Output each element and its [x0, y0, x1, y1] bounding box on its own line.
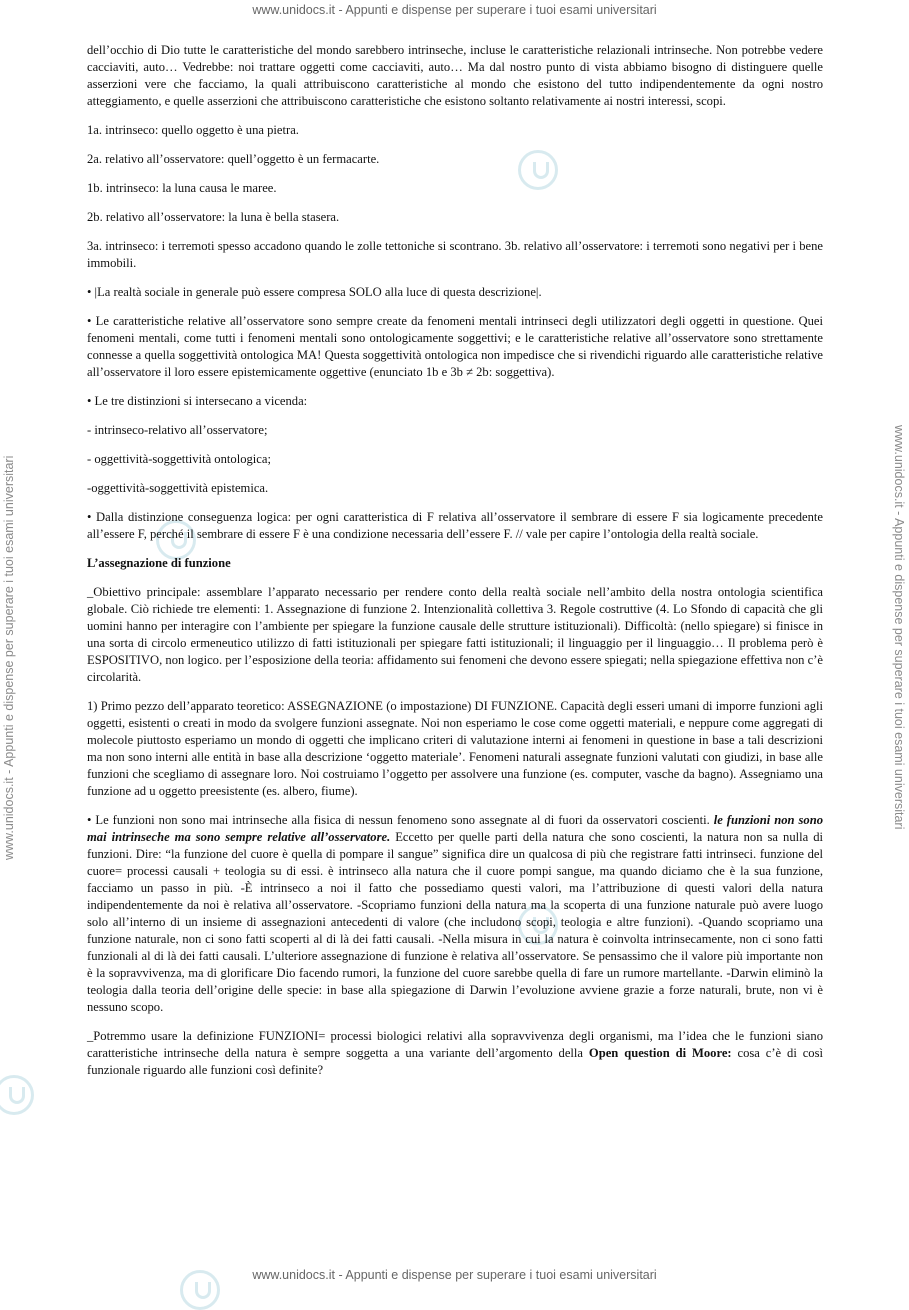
header-banner-text: www.unidocs.it - Appunti e dispense per superare i tuoi esami universitari: [252, 3, 657, 17]
paragraph: -oggettività-soggettività epistemica.: [87, 481, 269, 495]
unidocs-watermark-icon: [0, 1075, 34, 1115]
left-side-watermark: www.unidocs.it - Appunti e dispense per superare i tuoi esami universitari: [2, 455, 16, 860]
right-side-watermark: www.unidocs.it - Appunti e dispense per superare i tuoi esami universitari: [892, 425, 906, 830]
paragraph-functions: [87, 812, 823, 1016]
section-heading: L’assegnazione di funzione: [87, 556, 231, 570]
paragraph: 1) Primo pezzo dell’apparato teoretico: ASSEGNAZIONE (o impostazione) DI FUNZIONE. Capacità degli esseri umani di imporre funzioni agli oggetti, esistenti o creati in modo da svolgere funzioni assegnate. Noi non esperiamo le cose come oggetti materiali, e neppure come aggregati di molecole piuttosto esperiamo un mondo di oggetti che implicano criteri di valutazione interni ai fenomeni in questione in base a tali descrizioni ma non sono interni alle entità in base alla descrizione ‘oggetto materiale’. Fenomeni naturali assegnate funzioni valutati con giudizi, in base alle funzioni che scegliamo di assegnare loro. Noi costruiamo l’oggetto per assolvere una funzione (es. computer, vasche da bagno). Assegniamo una funzione ad u oggetto preesistente (es. albero, fiume).: [87, 699, 823, 798]
footer-banner-text: www.unidocs.it - Appunti e dispense per superare i tuoi esami universitari: [252, 1268, 657, 1282]
paragraph-rest: Eccetto per quelle parti della natura che sono coscienti, la natura non sa nulla di funzioni. Dire: “la funzione del cuore è quella di pompare il sangue” significa dire un qualcosa di più che registrare fatti intrinseci. funzione del cuore= processi causali + teologia su di essi. è intrinseco alla natura che il cuore pompi sangue, ma quando diciamo che è la sua funzione, facciamo un passo in più. -È intrinseco a noi il fatto che possediamo questi valori, ma l’attribuzione di questi valori della natura indipendentemente da noi è relativa all’osservatore. -Scopriamo funzioni della natura ma la scoperta di una funzione naturale può avere luogo solo all’interno di un insieme di assegnazioni antecedenti di valore (che includono scopi, teologia e altre funzioni). -Quando scopriamo una funzione naturale, non ci sono fatti scoperti al di là dei fatti causali. -Nella misura in cui la natura è coinvolta intrinsecamente, non ci sono fatti funzionali al di là dei fatti causali. L’ulteriore assegnazione di funzione è relativa all’osservatore. Se pensassimo che il valore più importante non è la sopravvivenza, ma di glorificare Dio facendo rumori, la funzione del cuore sarebbe quella di fare un rumore martellante. -Darwin eliminò la teologia dalla teoria dell’origine delle specie: in base alla spiegazione di Darwin l’evoluzione avviene grazie a forze naturali, brute, non vi è nessuno scopo.: [87, 830, 824, 1014]
emphasis-text: le funzioni non sono mai intrinseche ma sono sempre relative all’osservatore.: [87, 813, 823, 844]
paragraph-lead: • Le funzioni non sono mai intrinseche alla fisica di nessun fenomeno sono assegnate al di fuori da osservatori coscienti.: [87, 813, 714, 827]
paragraph: • Le tre distinzioni si intersecano a vicenda:: [87, 394, 308, 408]
document-body: [87, 42, 823, 1091]
paragraph: 1b. intrinseco: la luna causa le maree.: [87, 181, 277, 195]
paragraph: 2b. relativo all’osservatore: la luna è bella stasera.: [87, 210, 340, 224]
paragraph: - oggettività-soggettività ontologica;: [87, 452, 271, 466]
paragraph-last: [87, 1028, 823, 1079]
paragraph: 2a. relativo all’osservatore: quell’oggetto è un fermacarte.: [87, 152, 380, 166]
paragraph: 3a. intrinseco: i terremoti spesso accadono quando le zolle tettoniche si scontrano. 3b. relativo all’osservatore: i terremoti sono negativi per i bene immobili.: [87, 239, 823, 270]
paragraph: • Le caratteristiche relative all’osservatore sono sempre create da fenomeni mentali intrinseci degli utilizzatori degli oggetti in questione. Quei fenomeni mentali, come tutti i fenomeni mentali sono ontologicamente soggettivi; e le caratteristiche relative all’osservatore sono strettamente connesse a quella soggettività ontologica MA! Questa soggettività ontologica non impedisce che si rivendichi riguardo alle caratteristiche relative all’osservatore il loro essere epistemicamente oggettive (enunciato 1b e 3b ≠ 2b: soggettiva).: [87, 314, 823, 379]
paragraph: • |La realtà sociale in generale può essere compresa SOLO alla luce di questa descrizione|.: [87, 285, 542, 299]
header-banner: [0, 3, 909, 17]
paragraph-rest: cosa c’è di così funzionale riguardo alle funzioni così definite?: [87, 1046, 823, 1077]
paragraph: • Dalla distinzione conseguenza logica: per ogni caratteristica di F relativa all’osservatore il sembrare di essere F sia logicamente precedente all’essere F, perché il sembrare di essere F è una condizione necessaria dell’essere F. // vale per capire l’ontologia della realtà sociale.: [87, 510, 823, 541]
paragraph-lead: _Potremmo usare la definizione FUNZIONI= processi biologici relativi alla sopravvivenza degli organismi, ma l’idea che le funzioni siano caratteristiche intrinseche della natura è sempre soggetta a una variante dell’argomento della: [87, 1029, 823, 1060]
paragraph: dell’occhio di Dio tutte le caratteristiche del mondo sarebbero intrinseche, incluse le caratteristiche relazionali intrinseche. Non potrebbe vedere cacciaviti, auto… Vedrebbe: noi trattare oggetti come cacciaviti, auto… Ma dal nostro punto di vista abbiamo bisogno di distinguere quelle asserzioni vere che facciamo, la quali attribuiscono caratteristiche al mondo che esistono del tutto indipendentemente da ogni nostro atteggiamento, e quelle asserzioni che attribuiscono caratteristiche che esistono soltanto relativamente ai nostri interessi, scopi.: [87, 43, 823, 108]
footer-banner: [0, 1268, 909, 1282]
paragraph: - intrinseco-relativo all’osservatore;: [87, 423, 268, 437]
paragraph: _Obiettivo principale: assemblare l’apparato necessario per rendere conto della realtà sociale nell’ambito della nostra ontologia scientifica globale. Ciò richiede tre elementi: 1. Assegnazione di funzione 2. Intenzionalità collettiva 3. Regole costruttive (4. Lo Sfondo di capacità che gli uomini hanno per interagire con l’ambiente per spiegare la funzione causale delle strutture istituzionali). Difficoltà: (nello spiegare) si finisce in una sorta di circolo ermeneutico utilizzo di fatti istituzionali per spiegare fatti istituzionali; il linguaggio per il linguaggio… Il problema però è ESPOSITIVO, non logico. per l’esposizione della teoria: affidamento sui fenomeni che devono essere spiegati; nella spiegazione effettiva non c’è circolarità.: [87, 585, 823, 684]
paragraph: 1a. intrinseco: quello oggetto è una pietra.: [87, 123, 299, 137]
bold-text: Open question di Moore:: [588, 1046, 732, 1060]
